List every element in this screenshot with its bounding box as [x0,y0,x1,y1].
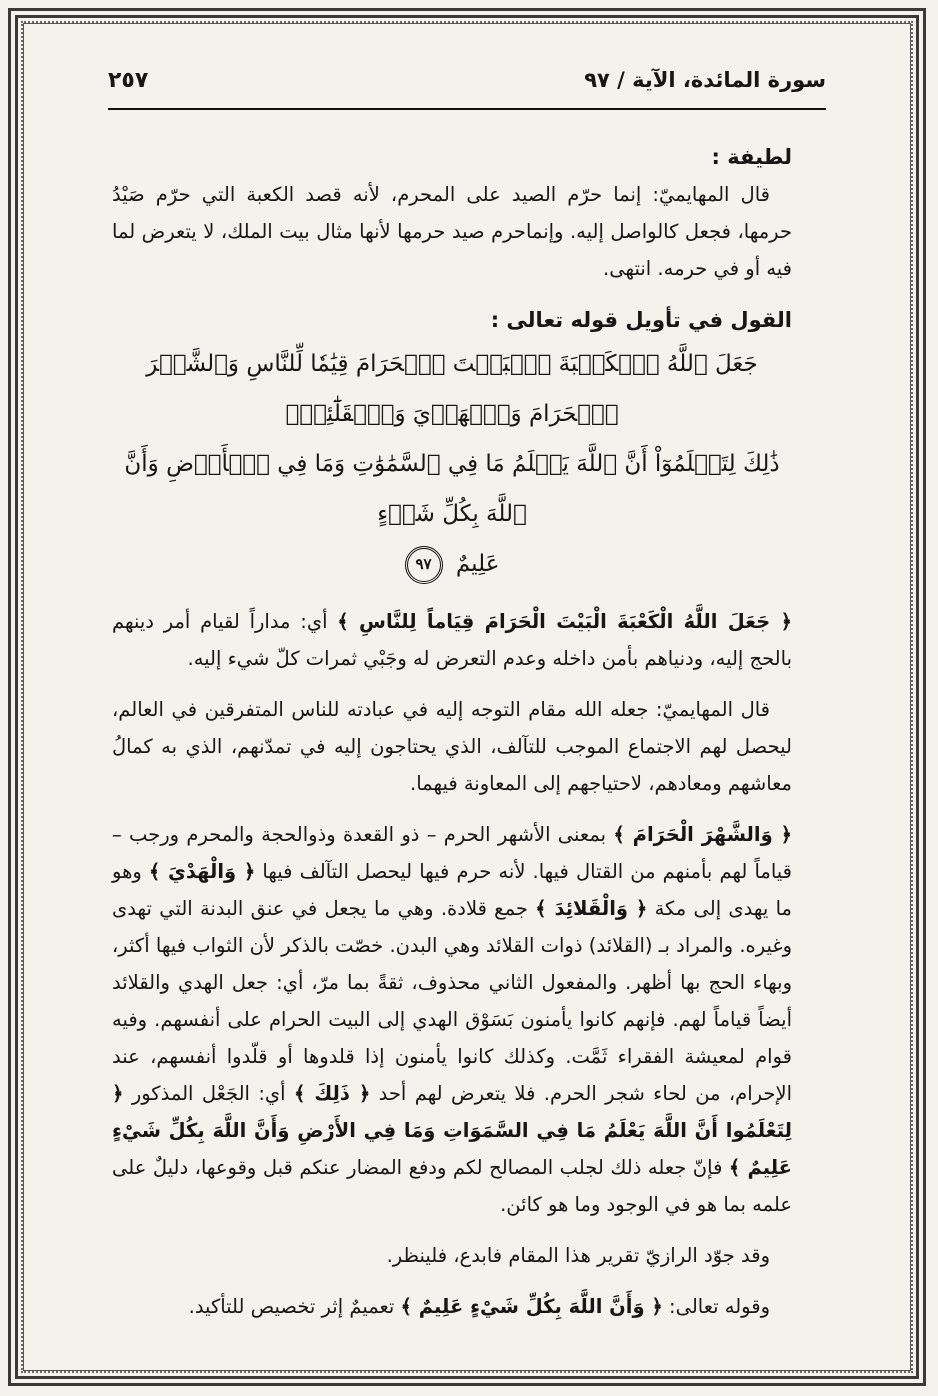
paragraph-3: قال المهايميّ: جعله الله مقام التوجه إليه في عبادته للناس المتفرقين في العالم، ليحصل لهم الاجتماع الموجب للتآلف، الذي يحتاجون إليه في تمدّنهم، الذي به كمالُ معاشهم ومعادهم، لاحتياجهم إلى المعاونة فيهما. [112,698,792,795]
ayah-number-marker: ٩٧ [405,546,443,584]
paragraph-1: قال المهايميّ: إنما حرّم الصيد على المحرم، لأنه قصد الكعبة التي حرّم صَيْدُ حرمها، فجعل كالواصل إليه. وإنماحرم صيد حرمها لأنها مثال بيت الملك، لا يتعرض لما فيه أو في حرمه. انتهى. [112,183,792,280]
running-title: سورة المائدة، الآية / ٩٧ [584,68,826,92]
verse-line-1: جَعَلَ ٱللَّهُ ٱلۡكَعۡبَةَ ٱلۡبَيۡتَ ٱلۡحَرَامَ قِيَٰمٗا لِّلنَّاسِ وَٱلشَّهۡرَ ٱلۡحَرَامَ وَٱلۡهَدۡيَ وَٱلۡقَلَٰٓئِدَۚ [146,351,758,427]
paragraph-6 [112,1288,792,1325]
quote-lita'lamu: ﴿ لِتَعْلَمُوا أَنَّ اللَّهَ يَعْلَمُ مَا فِي السَّمَوَاتِ وَمَا فِي الأَرْضِ وَأَنَّ اللَّهَ بِكُلِّ شَيْءٍ عَلِيمٌ ﴾ [112,1082,792,1179]
verse-end-word: عَلِيمٌ [455,551,500,577]
verse-line-2: ذَٰلِكَ لِتَعۡلَمُوٓاْ أَنَّ ٱللَّهَ يَعۡلَمُ مَا فِي ٱلسَّمَٰوَٰتِ وَمَا فِي ٱلۡأَرۡضِ وَأَنَّ ٱللَّهَ بِكُلِّ شَيۡءٍ [124,451,780,527]
quote-hady: ﴿ وَالْهَدْيَ ﴾ [148,860,256,883]
page-body [112,138,792,1325]
paragraph-6-text-2: تعميمٌ إثر تخصيص للتأكيد. [188,1295,401,1318]
quote-bikulli: ﴿ وَأَنَّ اللَّهَ بِكُلِّ شَيْءٍ عَلِيمٌ ﴾ [400,1295,663,1318]
page-header [108,64,826,110]
page-number: ٢٥٧ [108,68,149,93]
latifa-heading: لطيفة : [711,145,792,169]
paragraph-4-text-5: فإنّ جعله ذلك لجلب المصالح لكم ودفع المضار عنكم قبل وقوعها، دليلٌ على علمه بما هو في الوجود وما هو كائن. [112,1156,792,1216]
paragraph-5: وقد جوّد الرازيّ تقرير هذا المقام فابدع، فلينظر. [386,1244,770,1267]
quote-dhalika: ﴿ ذَلِكَ ﴾ [293,1082,371,1105]
quote-ja'ala: ﴿ جَعَلَ اللَّهُ الْكَعْبَةَ الْبَيْتَ الْحَرَامَ قِيَاماً لِلنَّاسِ ﴾ [337,610,792,633]
paragraph-6-text-1: وقوله تعالى: [662,1295,770,1318]
quote-qalaid: ﴿ وَالْقَلائِدَ ﴾ [535,897,648,920]
tawil-heading: القول في تأويل قوله تعالى : [490,308,792,332]
quote-shahr: ﴿ وَالشَّهْرَ الْحَرَامَ ﴾ [613,823,793,846]
paragraph-2 [112,603,792,677]
verse-line-3 [112,539,792,589]
paragraph-2-text: أي: مداراً لقيام أمر دينهم بالحج إليه، ودنياهم بأمن داخله وعدم التعرض له وجَبْي ثمرات كلّ شيء إليه. [112,610,792,670]
paragraph-4-text-2: وهو ما يهدى إلى مكة [112,860,792,920]
paragraph-4-text-1: بمعنى الأشهر الحرم – ذو القعدة وذوالحجة والمحرم ورجب – قياماً لهم بأمنهم من القتال فيها. لأنه حرم فيها ليحصل التآلف فيها [112,823,792,883]
paragraph-4-text-4: أي: الجَعْل المذكور [123,1082,294,1105]
paragraph-4-text-3: جمع قلادة. وهي ما يجعل في عنق البدنة التي تهدى وغيره. والمراد بـ (القلائد) ذوات القلائد وهي البدن. خصّت بالذكر لأن الثواب فيها أكثر، وبهاء الحج بها أظهر. والمفعول الثاني محذوف، ثقةً بما مرّ، أي: جعل الهدي والقلائد أيضاً قياماً لهم. فإنهم كانوا يأمنون بَسَوْق الهدي إلى البيت الحرام على أنفسهم. وفيه قوام لمعيشة الفقراء ثَمَّت. وكذلك كانوا يأمنون إذا قلدوها أو قلّدوا أنفسهم، عند الإحرام، من لحاء شجر الحرم. فلا يتعرض لهم أحد [112,897,793,1105]
paragraph-4 [112,816,792,1223]
